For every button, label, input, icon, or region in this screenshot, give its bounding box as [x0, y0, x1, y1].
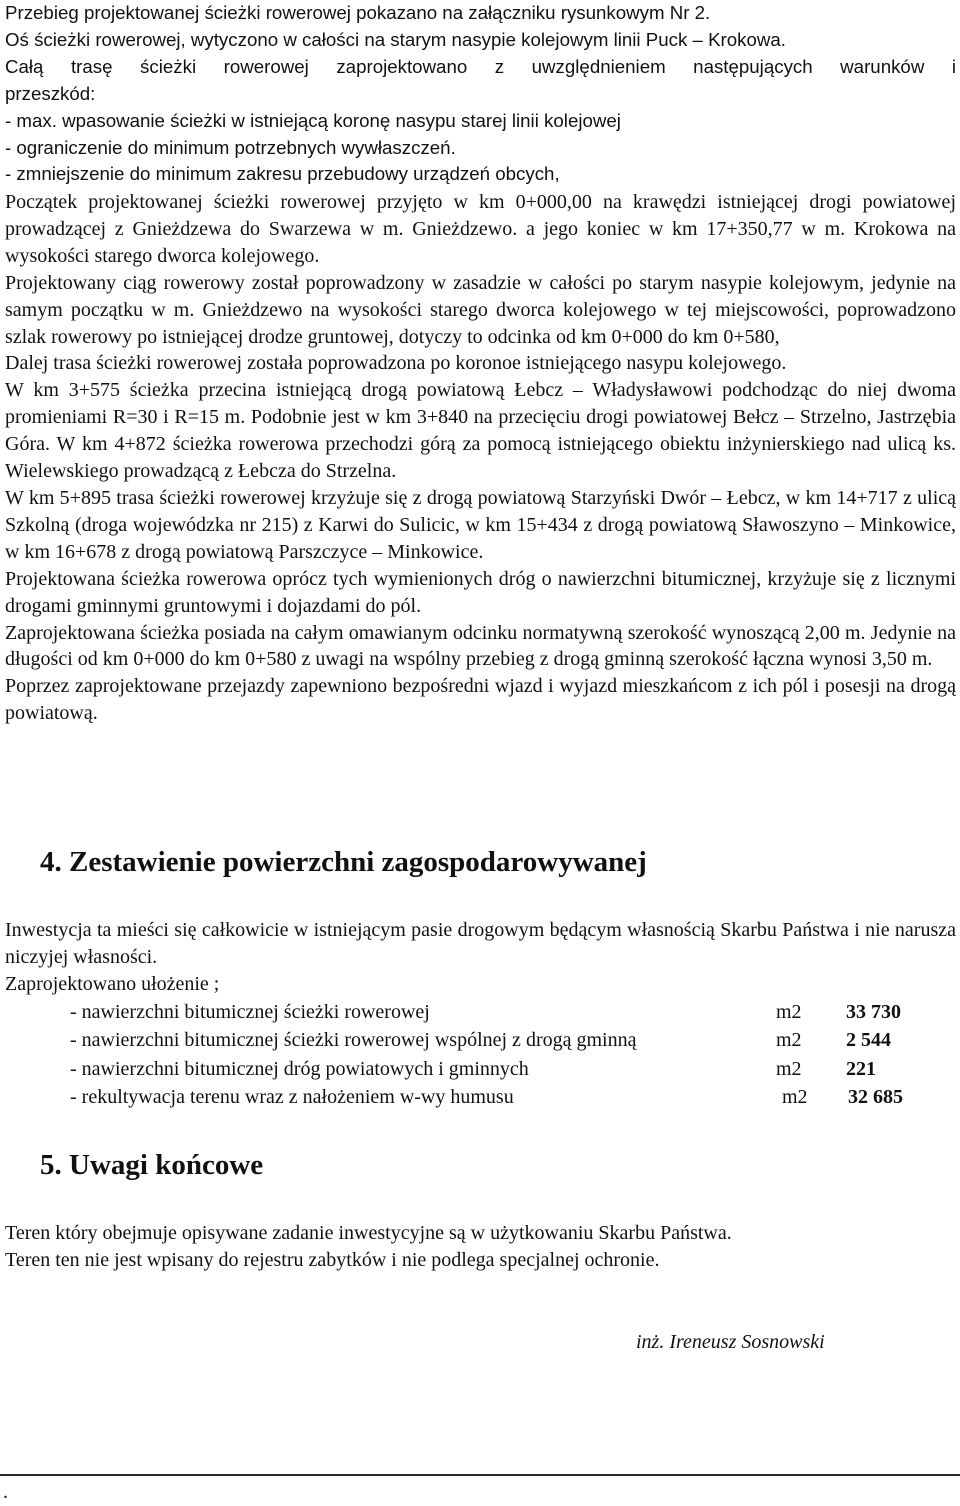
item-value: 33 730: [846, 1001, 901, 1023]
section-5-heading: 5. Uwagi końcowe: [40, 1149, 264, 1181]
body-text: [0, 189, 960, 727]
intro-line-3: Całą trasę ścieżki rowerowej zaprojektowano z uwzględnieniem następujących warunków i: [5, 55, 956, 77]
paragraph-width: Zaprojektowana ścieżka posiada na całym omawianym odcinku normatywną szerokość wynoszącą 2,00 m. Jedynie na długości od km 0+000 do km 0+580 z uwagi na wspólny przebieg z drogą gminną szerokość łączna wynosi 3,50 m.: [5, 621, 956, 671]
paragraph-access: Poprzez zaprojektowane przejazdy zapewniono bezpośredni wjazd i wyjazd mieszkańcom z ich pól i posesji na drogą powiatową.: [5, 675, 956, 725]
signature: inż. Ireneusz Sosnowski: [636, 1331, 825, 1353]
intro-line-6: - ograniczenie do minimum potrzebnych wywłaszczeń.: [5, 136, 456, 158]
section-4-intro: Inwestycja ta mieści się całkowicie w istniejącym pasie drogowym będącym własnością Skarbu Państwa i nie narusza niczyjej własności.: [5, 919, 956, 968]
item-unit: m2: [776, 1029, 802, 1052]
area-list: [70, 998, 930, 1111]
intro-line-2: Oś ścieżki rowerowej, wytyczono w całości na starym nasypie kolejowym linii Puck – Krokowa.: [5, 28, 786, 50]
item-value: 221: [846, 1057, 876, 1080]
paragraph-start-end: Początek projektowanej ścieżki rowerowej przyjęto w km 0+000,00 na krawędzi istniejącej drogi powiatowej prowadzącej z Gnieżdzewa do Swarzewa w m. Gnieżdzewo. a jego koniec w km 17+350,77 w m. Krokowa na wysokości starego dworca kolejowego.: [5, 191, 956, 267]
intro-line-5: - max. wpasowanie ścieżki w istniejącą koronę nasypu starej linii kolejowej: [5, 109, 621, 131]
item-value: 32 685: [848, 1085, 903, 1108]
section-4-list-label: Zaprojektowano ułożenie ;: [5, 972, 220, 995]
list-item: [70, 1083, 930, 1111]
section-4-body: [0, 917, 960, 998]
paragraph-route-course: Projektowany ciąg rowerowy został poprowadzony w zasadzie w całości po starym nasypie kolejowym, jedynie na samym początku w m. Gnieżdzewo na wysokości starego dworca kolejowego w tej miejscowości, poprowadzono szlak rowerowy po istniejącej drodze gruntowej, dotyczy to odcinka od km 0+000 do km 0+580,: [5, 271, 956, 348]
item-unit: m2: [776, 1057, 802, 1080]
footer-divider: [0, 1474, 960, 1476]
paragraph-embankment: Dalej trasa ścieżki rowerowej została poprowadzona po koronoe istniejącego nasypu kolejowego.: [5, 352, 787, 375]
footer-mark: .: [3, 1481, 8, 1503]
section-5-line-1: Teren który obejmuje opisywane zadanie inwestycyjne są w użytkowaniu Skarbu Państwa.: [5, 1222, 732, 1244]
section-5-body: [0, 1220, 960, 1274]
item-description: - nawierzchni bitumicznej dróg powiatowych i gminnych: [70, 1057, 529, 1080]
section-5-line-2: Teren ten nie jest wpisany do rejestru zabytków i nie podlega specjalnej ochronie.: [5, 1248, 660, 1271]
item-value: 2 544: [846, 1029, 891, 1052]
item-unit: m2: [782, 1085, 808, 1108]
item-description: - nawierzchni bitumicznej ścieżki rowerowej wspólnej z drogą gminną: [70, 1029, 637, 1052]
paragraph-crossings-2: W km 5+895 trasa ścieżki rowerowej krzyżuje się z drogą powiatową Starzyński Dwór – Łebcz, w km 14+717 z ulicą Szkolną (droga wojewódzka nr 215) z Karwi do Sulicic, w km 15+434 z drogą powiatową Sławoszyno – Minkowice, w km 16+678 z drogą powiatową Parszczyce – Minkowice.: [5, 486, 956, 563]
intro-line-4: przeszkód:: [5, 82, 96, 104]
item-description: - nawierzchni bitumicznej ścieżki rowerowej: [70, 1001, 430, 1023]
item-unit: m2: [776, 1001, 802, 1023]
paragraph-crossings-1: W km 3+575 ścieżka przecina istniejącą drogą powiatową Łebcz – Władysławowi podchodząc do niej dwoma promieniami R=30 i R=15 m. Podobnie jest w km 3+840 na przecięciu drogi powiatowej Bełcz – Strzelno, Jastrzębia Góra. W km 4+872 ścieżka rowerowa przechodzi górą za pomocą istniejącego obiektu inżynierskiego nad ulicą ks. Wielewskiego prowadzącą z Łebcza do Strzelna.: [5, 379, 956, 483]
list-item: [70, 998, 930, 1026]
intro-block: [0, 0, 960, 188]
section-4-heading: 4. Zestawienie powierzchni zagospodarowywanej: [40, 846, 647, 878]
list-item: [70, 1055, 930, 1083]
list-item: [70, 1026, 930, 1054]
item-description: - rekultywacja terenu wraz z nałożeniem w-wy humusu: [70, 1085, 514, 1108]
intro-line-7: - zmniejszenie do minimum zakresu przebudowy urządzeń obcych,: [5, 163, 560, 185]
intro-line-1: Przebieg projektowanej ścieżki rowerowej pokazano na załączniku rysunkowym Nr 2.: [5, 2, 711, 23]
paragraph-gravel-roads: Projektowana ścieżka rowerowa oprócz tych wymienionych dróg o nawierzchni bitumicznej, krzyżuje się z licznymi drogami gminnymi gruntowymi i dojazdami do pól.: [5, 567, 956, 617]
